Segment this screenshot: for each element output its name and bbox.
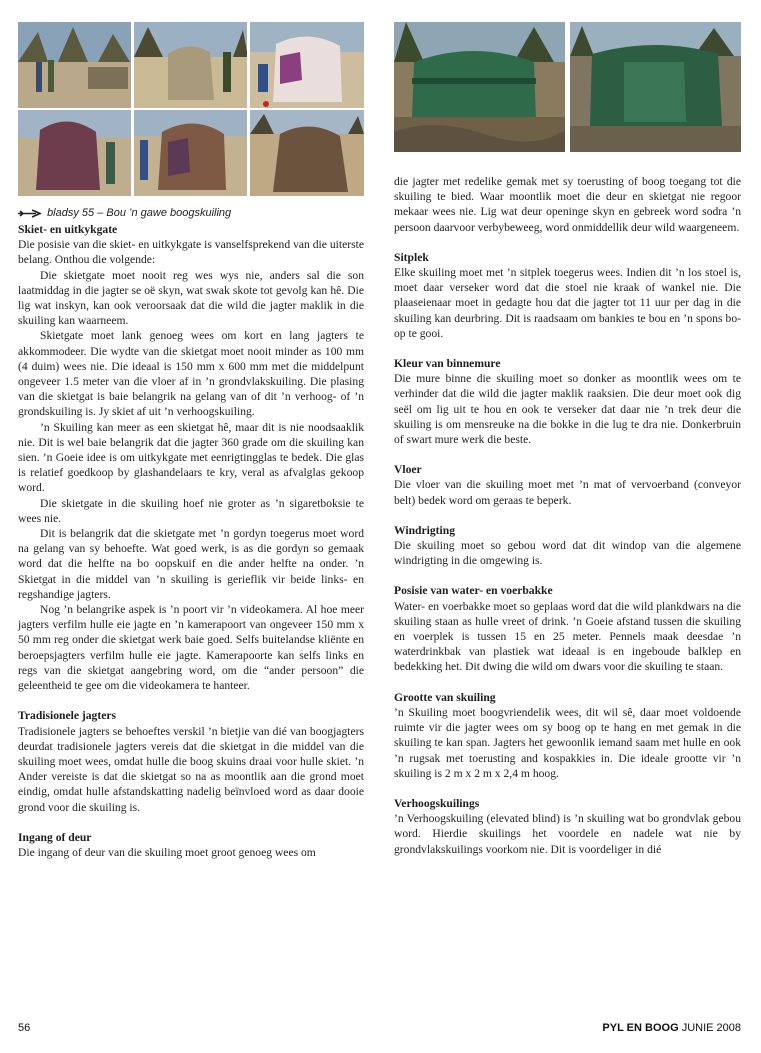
body-paragraph: Nog ’n belangrike aspek is ’n poort vir ’n videokamera. Al hoe meer jagters verfilm hulle eie jagte en ’n kamerapoort van ongeveer 150 mm x 50 mm reg onder die skietgat werk baie goed. Selfs buitelandse kliënte en beroepsjagters verfilm hulle eie jagte. Kamerapoorte kan selfs links en regs van die skietgat aangebring word, om die “ander persoon” die geleentheid te gee om die videokamera te hanteer. [18,603,364,693]
section-heading: Verhoogskuilings [394,796,480,810]
body-paragraph: Die skietgate moet nooit reg wes wys nie, anders sal die son laatmiddag in die jagter se oë skyn, wat swak skote tot gevolg kan hê. Die lig wat inskyn, kan ook veroorsaak dat die wild die jagter maklik in die skuiling kan waarneem. [18,268,364,328]
body-paragraph: Dit is belangrik dat die skietgate met ’n gordyn toegerus moet word na gelang van sy behoefte. Wat goed werk, is as die gordyn so gemaak word dat die helfte na bo oopskuif en die ander helfte na onder. ’n Skietgat in die middel van ’n skuiling is gerieflik vir beide links- en regshandige jagters. [18,527,364,601]
body-paragraph: Die skuiling moet so gebou word dat dit windop van die algemene windrigting in die omgewing is. [394,539,741,568]
section-heading: Ingang of deur [18,830,92,844]
body-paragraph: Tradisionele jagters se behoeftes verskil ’n bietjie van dié van boogjagters deurdat tradisionele jagters vereis dat die skietgat in die middel van die skuiling moet wees, omdat hulle die boog skuins draai voor hulle skiet. ’n Ander vereiste is dat die skietgat so na as moontlik aan die grond moet eindig, omdat hulle afstandskatting nadelig beïnvloed word as daar dooie grond voor die skuiling is. [18,724,364,814]
section-heading: Sitplek [394,250,429,264]
body-paragraph: Die vloer van die skuiling moet met ’n mat of vervoerband (conveyor belt) bedek word om geraas te beperk. [394,478,741,507]
body-paragraph: Die skietgate in die skuiling hoef nie groter as ’n sigaretboksie te wees nie. [18,496,364,525]
body-paragraph: Skietgate moet lank genoeg wees om kort en lang jagters te akkommodeer. Die wydte van die skietgat moet nooit minder as 100 mm (4 duim) wees nie. Die ideaal is 150 mm x 600 mm met die middelpunt ongeveer 1.5 meter van die vloer af in ’n grondvlakskuiling. Die plasing van die skietgat is baie belangrik na gelang van of dit ’n verhoog- of ’n grondskuiling is. Jy skiet af uit ’n verhoogskuiling. [18,329,364,419]
green-blind-photos [394,22,741,152]
caption-text: – Bou ’n gawe boogskuiling [97,207,232,219]
section-heading: Skiet- en uitkykgate [18,223,118,236]
section-heading: Tradisionele jagters [18,709,116,723]
article-column-left [18,222,364,860]
paragraph-gap [394,508,741,523]
blind-build-photos [18,22,364,196]
section-heading: Grootte van skuiling [394,690,496,704]
body-paragraph: ’n Skuiling kan meer as een skietgat hê, maar dit is nie noodsaaklik nie. Dit is wel baie belangrik dat die jagter 360 grade om die skuiling kan sien. ’n Goeie idee is om uitkykgate met eenrigtingglas te bedek. Die glas is relatief goedkoop by glashandelaars te kry, veral as afvalglas gekoop word. [18,420,364,495]
paragraph-gap [394,341,741,356]
page-number: 56 [18,1022,31,1034]
body-paragraph: Die ingang of deur van die skuiling moet groot genoeg wees om [18,845,316,859]
section-heading: Kleur van binnemure [394,357,501,371]
section-heading: Vloer [394,463,422,477]
body-paragraph: Die mure binne die skuiling moet so donker as moontlik wees om te verhinder dat die wild die jagter maklik raaksien. Die deur moet ook dig seël om lig uit te hou en ook te verseker dat daar nie ’n trek deur die skuiling is om mensreuke na die bokke in die lug te dra nie. Donkerbruin of swart mure werk die beste. [394,372,741,447]
photo-collage-left [18,22,364,196]
paragraph-gap [394,781,741,796]
body-paragraph: Elke skuiling moet met ’n sitplek toegerus wees. Indien dit ’n los stoel is, moet daar verseker word dat die stoel nie kraak of wankel nie. Die plaaseienaar moet in gedagte hou dat die jagter tot 11 uur per dag in die skuiling kan deurbring. Dit is raadsaam om bankies te bou en ’n spons bo-op te gooi. [394,266,741,340]
paragraph-gap [18,693,364,708]
issue-date: JUNIE 2008 [681,1022,741,1034]
body-paragraph: Die posisie van die skiet- en uitkykgate is vanselfsprekend van die uiterste belang. Onthou die volgende: [18,238,364,267]
photo-caption [18,207,364,219]
body-paragraph: Water- en voerbakke moet so geplaas word dat die wild plankdwars na die skuiling staan as hulle vreet of drink. ’n Goeie afstand tussen die skuiling en voerplek is tussen 15 en 25 meter. Pennels maak deesdae ’n waterdrinkbak van plastiek wat ideaal is en ingeboude balklep en bedekking het. Dit dwing die wild om dwars voor die skuiling te staan. [394,599,741,674]
paragraph-gap [394,447,741,462]
body-paragraph: ’n Skuiling moet boogvriendelik wees, dit wil sê, daar moet voldoende ruimte vir die jagter wees om sy boog op te hang en met gemak in die skuiling te kan span. Jagters het gewoonlik iemand saam met hulle en ook ’n rugsak met toerusting and kospakkies in. Die ideale grootte vir ’n skuiling is 2 m x 2 m x 2,4 m hoog. [394,705,741,780]
section-heading: Posisie van water- en voerbakke [394,584,553,598]
magazine-name: PYL EN BOOG [602,1022,679,1034]
caption-figure: bladsy 55 [47,207,95,219]
arrow-icon [18,209,42,218]
section-heading: Windrigting [394,523,455,537]
body-paragraph: die jagter met redelike gemak met sy toerusting of boog toegang tot die skuiling te bied. Waar moontlik moet die deur en skietgat nie regoor mekaar wees nie. Lig wat deur openinge skyn en gebreek word sodra ’n persoon daarvoor verbybeweeg, word onmiddellik deur wild waargeneem. [394,175,741,234]
paragraph-gap [394,675,741,690]
photo-finished-blinds [394,22,741,152]
paragraph-gap [394,235,741,250]
paragraph-gap [394,568,741,583]
paragraph-gap [18,815,364,830]
article-column-right [394,174,741,857]
body-paragraph: ’n Verhoogskuiling (elevated blind) is ’n skuiling wat bo grondvlak gebou word. Hierdie skuilings het voordele en nadele wat nie by grondvlakskuilings voorkom nie. Dit is voordeliger in dié [394,812,741,856]
footer-issue [602,1022,741,1034]
